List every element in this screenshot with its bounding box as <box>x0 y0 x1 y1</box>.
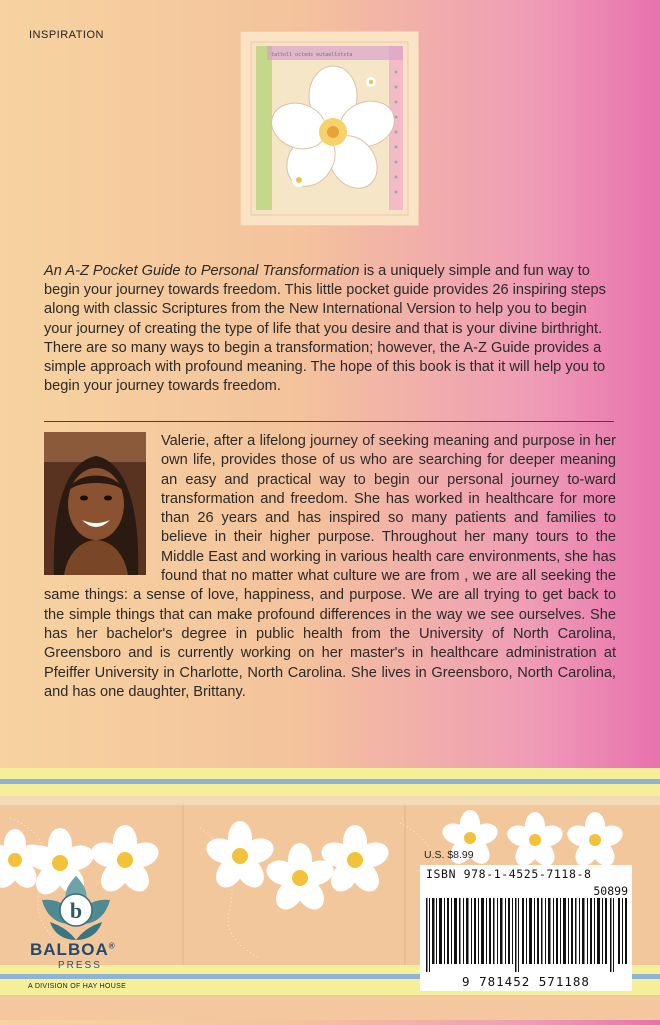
isbn-barcode <box>420 865 632 991</box>
publisher-logo <box>36 870 116 944</box>
category-label: INSPIRATION <box>29 29 104 41</box>
publisher-sub: PRESS <box>58 960 102 971</box>
author-bio-text: Valerie, after a lifelong journey of seeking meaning and purpose in her own life, provides those of us who are searching for deeper meaning an easy and practical way to begin our personal journey to-ward transformation and freedom. She has worked in healthcare for more than 26 years and has inspired so many patients and families to believe in their higher purpose. Throughout her many tours to the Middle East and working in various health care environments, she has found that no matter what culture we are from , we are all seeking the same things: a sense of love, happiness, and purpose. We are all trying to get back to the simple things that can make profound differences in the way we see ourselves. She has her bachelor's degree in public health from the University of North Carolina, Greensboro and is currently working on her master's in healthcare administration at Pfeiffer University in Charlotte, North Carolina. She lives in Greensboro, North Carolina, and has one daughter, Brittany. <box>44 433 616 700</box>
description-body: is a uniquely simple and fun way to begin your journey towards freedom. This little pocket guide provides 26 inspiring steps along with classic Scriptures from the New International Version to help you to begin your journey of creating the type of life that you desire and that is your divine birthright. There are so many ways to begin a transformation; however, the A-Z Guide provides a simple approach with profound meaning. The hope of this book is that it will help you to begin your journey towards freedom. <box>44 263 606 395</box>
barcode-bars <box>424 898 628 972</box>
cover-flower-artwork <box>241 32 418 225</box>
publisher-logo-letter: b <box>69 898 83 923</box>
price-code: 50899 <box>593 884 628 898</box>
section-divider <box>44 421 614 422</box>
book-description <box>44 262 616 396</box>
price-label: U.S. $8.99 <box>424 849 474 861</box>
author-bio <box>44 432 616 702</box>
publisher-name-text: BALBOA <box>30 940 109 959</box>
photo-spacer <box>44 432 161 575</box>
publisher-division: A DIVISION OF HAY HOUSE <box>28 983 127 990</box>
registered-mark: ® <box>108 941 116 951</box>
isbn-label: ISBN 978-1-4525-7118-8 <box>426 867 592 881</box>
svg-text:tattoll octeds eutaellotsta: tattoll octeds eutaellotsta <box>271 52 353 58</box>
publisher-name <box>30 940 116 960</box>
book-title-italic: An A-Z Pocket Guide to Personal Transformation <box>44 263 360 279</box>
isbn-number: 9 781452 571188 <box>462 974 590 989</box>
